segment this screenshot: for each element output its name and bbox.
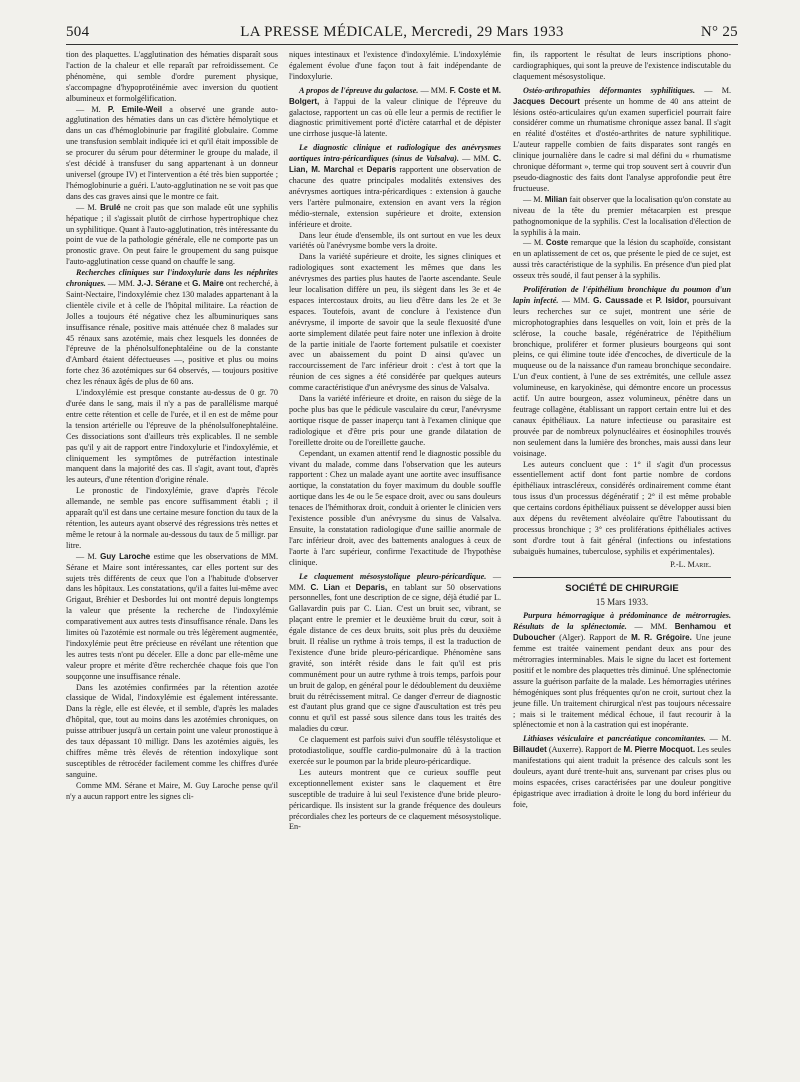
section-divider <box>513 577 731 578</box>
paragraph: L'indoxylémie est presque constante au-dessus de 0 gr. 70 d'urée dans le sang, mais il n'y a pas de parallélisme marqué entre cette rétention et celle de l'urée, et il en est de même pour la tension artérielle ou l'épreuve de la phénolsulfonephtaléine. Ces dissociations sont d'ailleurs très explicables. Il ne semble pas qu'il y ait de rapport entre l'indoxylurie et l'indoxylémie, et cliniquement les symptômes de putréfaction intestinale manquent dans la majorité des cas. Il s'agit, avant tout, d'après les auteurs, d'une rétention d'origine rénale. <box>66 388 278 485</box>
paragraph: — M. Milian fait observer que la localisation qu'on constate au niveau de la tête du premier métacarpien est presque pathognomonique de la syphilis. C'est la localisation d'élection de la syphilis à la main. <box>513 194 732 237</box>
article-title: Lithiases vésiculaire et pancréatique concomitantes. <box>523 734 706 744</box>
article-title: Le claquement mésosystolique pleuro-péricardique. <box>299 571 487 581</box>
section-date: 15 Mars 1933. <box>595 596 649 607</box>
paragraph: Dans les azotémies confirmées par la rétention azotée classique de Widal, l'indoxylémie est également intéressante. Dans la règle, elle est élevée, et il semble, d'après les malades d'hôpital, que, tout au moins dans les azotémies chroniques, on puisse attribuer jusqu'à un certain point une valeur pronostique à des taux dépassant 10 milligr. Dans les azotémies aiguës, les chiffres même très élevés de rétention indoxylique sont susceptibles de rétrocéder facilement comme les chiffres d'urée sanguine. <box>66 682 278 779</box>
paragraph: Ce claquement est parfois suivi d'un souffle télésystolique et protodiastolique, souffle cardio-pulmonaire dû à la traction exercée sur le poumon par la bride pleuro-péricardique. <box>289 735 501 766</box>
page-number: 504 <box>66 24 90 40</box>
article-paragraph: Ostéo-arthropathies déformantes syphilitiques. — M. Jacques Decourt présente un homme de 40 ans atteint de lésions ostéo-articulaires qu'un examen superficiel pourrait faire considérer comme un rhumatisme chronique assez banal. Il s'agit en réalité d'ostéites et d'ostéo-arthrites de nature syphilitique. L'auteur rappelle combien de faits disparates sont rangés en clinique journalière dans le cadre si mal défini du « rhumatisme chronique déformant », terme qui trop souvent sert à couvrir d'un pseudo-diagnostic des faits dont l'analyse approfondie peut être fructueuse. <box>513 85 732 193</box>
article-paragraph: Le claquement mésosystolique pleuro-péricardique. — MM. C. Lian et Deparis, en tablant sur 50 observations personnelles, font une description de ce signe, déjà étudié par L. Gallavardin puis par C. Lian. C'est un bruit sec, vibrant, se plaçant entre le premier et le deuxième bruit du cœur, soit à égale distance de ces deux bruits, soit plus près du deuxième bruit. Il réalise un rythme à trois temps, il est la traduction de l'existence d'une bride pleuro-péricardique. Phénomène sans gravité, son intérêt réside dans le fait qu'il est pris communément pour un autre rythme à trois temps, parfois pour un bruit de galop, en général pour le dédoublement du deuxième bruit du rétrécissement mitral. Ce danger d'erreur de diagnostic est d'autant plus grand que ce signe d'auscultation est très peu connu et qu'il est passé sous silence dans tous les traités des maladies du cœur. <box>289 571 502 734</box>
paragraph: Dans leur étude d'ensemble, ils ont surtout en vue les deux variétés où l'anévrysme bombe vers la droite. <box>289 230 501 251</box>
paragraph: Comme MM. Sérane et Maire, M. Guy Laroche pense qu'il n'y a aucun rapport entre les signes cli- <box>66 780 278 801</box>
paragraph: Cependant, un examen attentif rend le diagnostic possible du vivant du malade, comme dans l'observation que les auteurs rapportent : Chez un malade ayant une aortite avec insuffisance aortique, la constatation du foyer maximum du double souffle aortique dans les 4e ou le 5e espace droit, avec ou sans douleurs tenaces de l'hémithorax droit, conduit à orienter le clinicien vers l'existence possible d'un anévrysme du sinus de Valsalva. Ensuite, la constatation radiologique d'une saillie anormale de l'arc inférieur droit, avec des battements analogues à ceux de l'aorte à l'arc supérieur, confirme l'exactitude de l'hypothèse clinique. <box>289 448 501 567</box>
article-title: Ostéo-arthropathies déformantes syphilitiques. <box>523 85 696 95</box>
article-paragraph: A propos de l'épreuve du galactose. — MM. F. Coste et M. Bolgert, à l'appui de la valeur clinique de l'épreuve du galactose, rapportent un cas où elle leur a permis de rectifier le diagnostic primitivement porté d'ictère catarrhal et de dépister une cirrhose jusque-là latente. <box>289 85 502 139</box>
column-2 <box>289 50 501 833</box>
section-title: SOCIÉTÉ DE CHIRURGIE <box>565 582 679 594</box>
article-paragraph: Purpura hémorragique à prédominance de métrorragies. Résultats de la splénectomie. — MM. Benhamou et Duboucher (Alger). Rapport de M. R. Grégoire. Une jeune femme est traitée vainement pendant deux ans pour des métrorragies interminables. Mais le signe du lacet est fortement positif et le nombre des plaquettes très diminué. Une splénectomie assure la guérison parfaite de la malade. Les hémorragies utérines hémogéniques sont plus fréquentes qu'on ne croit, surtout chez la jeune fille. Un traitement chirurgical n'est pas toujours nécessaire ; mais si le traitement médical échoue, il faut recourir à la splénectomie et non à la castration qui est inopérante. <box>513 611 732 730</box>
article-title: Prolifération de l'épithélium bronchique du poumon d'un lapin infecté. <box>513 285 731 305</box>
paragraph: Dans la variété inférieure et droite, en raison du siège de la poche plus bas que le pédicule vasculaire du cœur, l'anévrysme aortique risque de passer inaperçu tant à l'examen clinique que radiologique et d'être pris pour une grande dilatation de l'oreillette droite ou de l'oreillette gauche. <box>289 394 501 447</box>
issue-number: N° 25 <box>700 24 738 40</box>
journal-title: LA PRESSE MÉDICALE, Mercredi, 29 Mars 1933 <box>240 24 564 40</box>
author-name: Brulé <box>100 202 121 212</box>
paragraph: Le pronostic de l'indoxylémie, grave d'après l'école allemande, ne semble pas encore suffisamment établi ; il apparaît qu'il est dans une certaine mesure fonction du taux de la rétention, les auteurs ayant observé des régressions très nettes et même le retour à la normale au-dessous du taux de 5 milligr. par litre. <box>66 486 278 550</box>
paragraph: fin, ils rapportent le résultat de leurs inscriptions phono-cardiographiques, qui sont la preuve de l'existence indiscutable du claquement mésosystolique. <box>513 50 731 81</box>
page-header <box>66 20 738 45</box>
article-title: Le diagnostic clinique et radiologique des anévrysmes aortiques intra-péricardiques (sinus de Valsalva). <box>289 143 501 164</box>
column-1 <box>66 50 278 803</box>
article-title: Recherches cliniques sur l'indoxylurie dans les néphrites chroniques. <box>66 268 278 289</box>
paragraph: Les auteurs montrent que ce curieux souffle peut exceptionnellement exister sans le claquement et être susceptible de traduire à lui seul l'existence d'une bride pleuro-péricardique. Ils insistent sur la grande fréquence des douleurs précordiales chez les porteurs de ce claquement mésosystolique. En- <box>289 767 501 832</box>
paragraph: — M. Coste remarque que la lésion du scaphoïde, consistant en un aplatissement de cet os, que présente le pied de ce sujet, est aussi très caractéristique de la syphilis. En présence d'un pied plat osseux très soudé, il faut penser à la syphilis. <box>513 238 731 281</box>
author-name: Guy Laroche <box>100 551 151 561</box>
paragraph: tion des plaquettes. L'agglutination des hématies disparaît sous l'action de la chaleur et elle reparaît par refroidissement. Ce phénomène, qui semble d'ordre purement physique, s'accompagne d'hypoprotéinémie avec inversion du quotient albumineux et formolgélification. <box>66 50 278 103</box>
paragraph: — M. Guy Laroche estime que les observations de MM. Sérane et Maire sont intéressantes, car elles portent sur des sujets très différents de ceux que l'on a l'habitude d'observer dans les hôpitaux. Les constatations, qu'il a faites lui-même avec Grigaut, Bréhier et Desbordes lui ont montré depuis longtemps la valeur que présente la recherche de l'indoxylémie comparativement aux autres tests d'insuffisance rénale. Dans les limites où l'azotémie est normale ou très légèrement augmentée, l'indoxylémie peut être précieuse en révélant une rétention que les autres tests n'ont pu déceler. Elle a donc par elle-même une valeur propre et mérite d'être recherchée chaque fois que l'on soupçonne une insuffisance rénale. <box>66 551 279 681</box>
article-paragraph: Le diagnostic clinique et radiologique des anévrysmes aortiques intra-péricardiques (sinus de Valsalva). — MM. C. Lian, M. Marchal et Deparis rapportent une observation de chacune des quatre principales modalités extensives des anévrysmes aortiques intra-péricardiques : extension à gauche vers l'artère pulmonaire, extension en avant vers la région médio-sternale, extension supérieure et droite, extension inférieure et droite. <box>289 143 502 229</box>
article-paragraph: Lithiases vésiculaire et pancréatique concomitantes. — M. Billaudet (Auxerre). Rapport de M. Pierre Mocquot. Les seules manifestations qui aient traduit la présence des calculs sont les douleurs, ayant duré trente-huit ans, survenant par crises plus ou moins espacées, crises caractérisées par une douleur pongitive épigastrique avec irradiation à droite le long du bord inférieur du foie, <box>513 734 731 809</box>
article-title: A propos de l'épreuve du galactose. <box>299 85 419 95</box>
paragraph: — M. Brulé ne croit pas que son malade eût une syphilis hépatique ; il s'agissait plutôt de cirrhose hypertrophique chez un syphilitique. Quant à l'auto-agglutination, très intéressante du point de vue de la pathologie générale, elle ne comporte pas un pronostic grave. On peut faire le groupement du sang puisque l'auto-agglutination cesse quand on chauffe le sang. <box>66 202 278 267</box>
signature: P.-L. Marie. <box>670 559 711 569</box>
author-name: P. Emile-Weil <box>107 104 163 114</box>
article-paragraph: Recherches cliniques sur l'indoxylurie dans les néphrites chroniques. — MM. J.-J. Sérane et G. Maire ont recherché, à Saint-Nectaire, l'indoxylémie chez 130 malades appartenant à la clientèle civile et à celle de l'hôpital militaire. La réaction de Jolles a toujours été négative chez les albuminuriques sans insuffisance rénale, positive mais atténuée chez 8 malades sur 45 rénaux sans azotémie, mais chez lesquels les données de l'épreuve de la phénolsulfonephtaléine ou de la constante d'Ambard étaient défectueuses —, positive et plus ou moins forte chez 36 azotémiques sur 64 observés, — toujours positive chez les rénaux âgés de plus de 60 ans. <box>66 268 278 387</box>
paragraph: niques intestinaux et l'existence d'indoxylémie. L'indoxylémie également évolue d'une façon tout à fait indépendante de l'indoxylurie. <box>289 50 501 81</box>
article-title: Purpura hémorragique à prédominance de métrorragies. Résultats de la splénectomie. <box>513 611 731 632</box>
paragraph: — M. P. Emile-Weil a observé une grande auto-agglutination des hématies dans un cas d'ictère hémolytique et dans un cas d'hémoglobinurie par fragilité globulaire. Comme une transfusion semblait indiquée ici et qu'il était impossible de se procurer du sérum pour déterminer le groupe du malade, il s'est décidé à transfuser du sang appartenant à un donneur universel (groupe IV) et l'intervention a été très bien supportée ; l'hémoglobinurie a guéri. L'auto-agglutination ne se voit pas que dans des cas graves ainsi que le montre ce fait. <box>66 104 279 201</box>
column-3 <box>513 50 731 811</box>
paragraph: Les auteurs concluent que : 1° il s'agit d'un processus essentiellement actif dont font partie nombre de cordons épithéliaux intrascléreux, considérés ordinairement comme étant tous issus d'un processus dégénératif ; 2° il est même probable que certains cordons épithéliaux puissent se développer aussi bien aux dépens du revêtement alvéolaire qu'être l'aboutissant du processus bronchique ; 3° ces proliférations épithéliales actives sont d'ordre tout à fait général (infections ou infestations subaiguës humaines, tuberculose, syphilis et expérimentales). <box>513 459 731 556</box>
article-paragraph: Prolifération de l'épithélium bronchique du poumon d'un lapin infecté. — MM. G. Caussade et P. Isidor, poursuivant leurs recherches sur ce sujet, montrent une série de microphotographies dans lesquelles on voit, loin et près de la sclérose, la couche basale, régénératrice de l'épithélium bronchique, proliférer et former plusieurs bourgeons qui sont pleins, ce qui élimine toute idée d'encoches, de diverticule de la muqueuse ou de la naissance d'un rameau bronchique secondaire. L'un d'eux contient, à l'une de ses extrémités, une cellule assez volumineuse, en karyokinèse, qui démontre encore un processus actif. Un autre bourgeon, assez volumineux, pénètre dans un feutrage collagène, établissant un rapport certain entre lui et des canaux épithéliaux. La nature infectieuse ou parasitaire est prouvée par de nombreux polynucléaires et éosinophiles trouvés non seulement dans la lumière des bronches, mais aussi dans leur voisinage. <box>513 285 732 458</box>
paragraph: Dans la variété supérieure et droite, les signes cliniques et radiologiques sont exactement les mêmes que dans les anévrysmes des parties plus hautes de l'aorte ascendante. Seule leur localisation diffère un peu, ils siègent dans les 3e et 4e espaces intercostaux droits, au lieu d'être dans les 2e et 3e espaces. Toutefois, avant de conclure à l'existence d'un anévrysme, il importe de savoir que la seule flexuosité d'une aorte simplement dilatée peut faire noter une inflexion à droite de la partie initiale de l'aorte fortement pulsatile et coexister avec un abaissement du point D ainsi qu'avec un raccourcissement de l'arc inférieur droit : c'est à tort que la réunion de ces signes a été considérée par quelques auteurs comme caractéristique d'un anévrysme des sinus de Valsalva. <box>289 252 501 393</box>
